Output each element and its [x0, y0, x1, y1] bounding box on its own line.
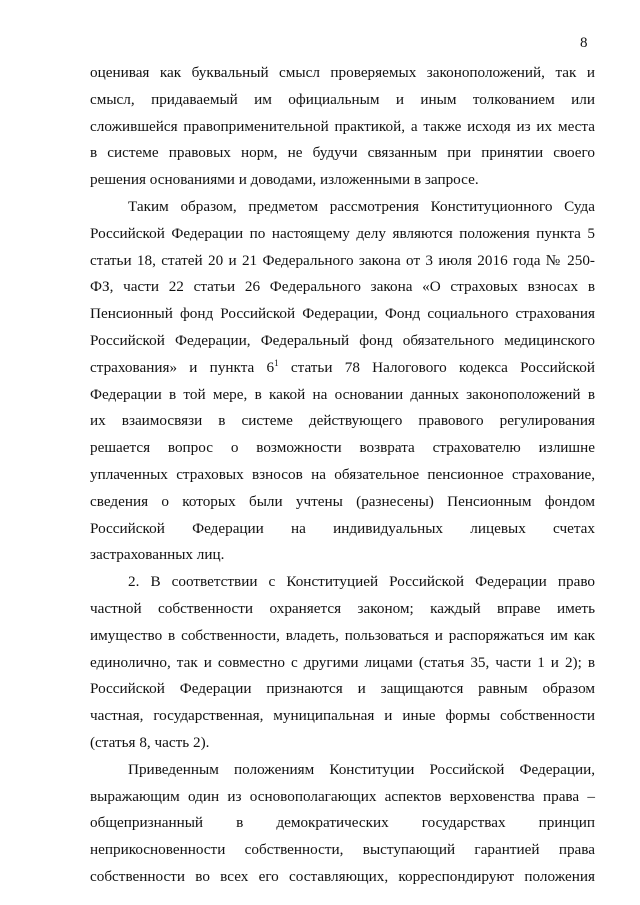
text-line: общепризнанный в демократических государствах принцип — [90, 814, 595, 832]
text-line: неприкосновенности собственности, выступающий гарантией права — [90, 841, 595, 859]
text-line: частная, государственная, муниципальная и иные формы собственности — [90, 707, 595, 725]
text-line: Российской Федерации на индивидуальных лицевых счетах — [90, 519, 595, 537]
superscript: 1 — [274, 357, 279, 368]
text-line: имущество в собственности, владеть, пользоваться и распоряжаться им как — [90, 626, 595, 644]
text-line: Федерации в той мере, в какой на основании данных законоположений в — [90, 385, 595, 403]
paragraph-4 — [90, 757, 595, 891]
text-line: Российской Федерации признаются и защищаются равным образом — [90, 680, 595, 698]
text-line: решается вопрос о возможности возврата страхователю излишне — [90, 439, 595, 457]
text-line: 2. В соответствии с Конституцией Российской Федерации право — [128, 573, 595, 591]
text-fragment: страхования» и пункта 6 — [90, 358, 275, 376]
document-body — [90, 60, 595, 891]
text-line: решения основаниями и доводами, изложенными в запросе. — [90, 171, 479, 189]
paragraph-2 — [90, 194, 595, 569]
text-line: частной собственности охраняется законом; каждый вправе иметь — [90, 599, 595, 617]
text-line: ФЗ, части 22 статьи 26 Федерального закона «О страховых взносах в — [90, 278, 595, 296]
text-line: сложившейся правоприменительной практикой, а также исходя из их места — [90, 117, 595, 135]
text-line: Российской Федерации, Федеральный фонд обязательного медицинского — [90, 331, 595, 349]
text-line: смысл, придаваемый им официальным и иным толкованием или — [90, 90, 595, 108]
text-line: в системе правовых норм, не будучи связанным при принятии своего — [90, 144, 595, 162]
text-line: Российской Федерации по настоящему делу являются положения пункта 5 — [90, 224, 595, 242]
text-line: единолично, так и совместно с другими лицами (статья 35, части 1 и 2); в — [90, 653, 595, 671]
text-line: статьи 18, статей 20 и 21 Федерального закона от 3 июля 2016 года № 250- — [90, 251, 595, 269]
text-line: Пенсионный фонд Российской Федерации, Фонд социального страхования — [90, 305, 595, 323]
text-line: (статья 8, часть 2). — [90, 733, 210, 751]
paragraph-3 — [90, 569, 595, 757]
text-line: выражающим один из основополагающих аспектов верховенства права – — [90, 787, 595, 805]
text-line: застрахованных лиц. — [90, 546, 225, 564]
page-number: 8 — [580, 35, 588, 51]
text-line: их взаимосвязи в системе действующего правового регулирования — [90, 412, 595, 430]
text-line: Приведенным положениям Конституции Российской Федерации, — [128, 760, 595, 778]
paragraph-1 — [90, 60, 595, 194]
text-line: уплаченных страховых взносов на обязательное пенсионное страхование, — [90, 465, 595, 483]
text-fragment: статьи 78 Налогового кодекса Российской — [278, 358, 595, 376]
text-line: собственности во всех его составляющих, корреспондируют положения — [90, 867, 595, 885]
text-line: оценивая как буквальный смысл проверяемых законоположений, так и — [90, 64, 595, 81]
text-line-with-superscript — [90, 355, 595, 382]
text-line: сведения о которых были учтены (разнесены) Пенсионным фондом — [90, 492, 595, 510]
text-line: Таким образом, предметом рассмотрения Конституционного Суда — [128, 197, 595, 215]
